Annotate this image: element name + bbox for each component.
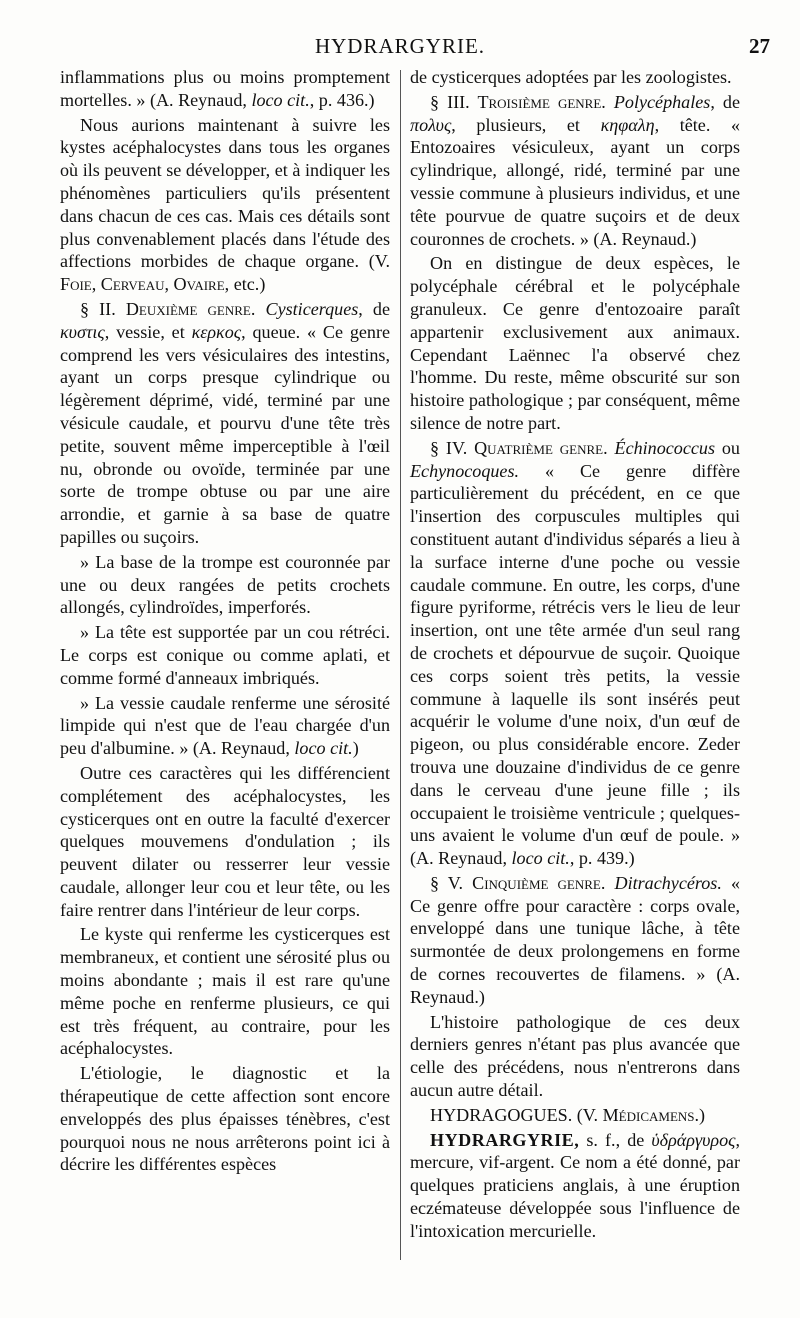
paragraph: » La vessie caudale renferme une sérosité limpide qui n'est que de l'eau chargée d'un peu d'albumine. » (A. Reynaud, loco cit.) (60, 692, 390, 759)
paragraph: » La base de la trompe est couronnée par une ou deux rangées de petits crochets allongés, cylindroïdes, imperforés. (60, 551, 390, 618)
paragraph: Outre ces caractères qui les différencient complétement des acéphalocystes, les cysticerques ont en outre la faculté d'exercer quelques mouvemens d'ondulation ; ils peuvent dilater ou resserrer leur vessie caudale, allonger leur cou et leur tête, ou les faire rentrer dans l'intérieur de leur corps. (60, 762, 390, 920)
running-head (0, 34, 800, 64)
entry-heading: HYDRARGYRIE, (430, 1129, 580, 1150)
section-v: § V. Cinquième genre. Ditrachycéros. « Ce genre offre pour caractère : corps ovale, enveloppé dans une tunique lâche, à tête surmontée de deux prolongemens en forme de cornes recouvertes de filamens. » (A. Reynaud.) (410, 872, 741, 1007)
paragraph: L'étiologie, le diagnostic et la thérapeutique de cette affection sont encore enveloppés des plus épaisses ténèbres, c'est pourquoi nous ne nous arrêterons point ici à décrire les différentes espèces (60, 1063, 390, 1175)
entry-heading: HYDRAGOGUES. (430, 1104, 573, 1125)
genus-title: Cysticerques (265, 298, 359, 319)
entry-hydragogues (410, 1104, 740, 1127)
paragraph: L'histoire pathologique de ces deux derniers genres n'étant pas plus avancée que celle des précédens, nous n'entrerons dans aucun autre détail. (410, 1011, 740, 1101)
column-rule (400, 70, 401, 1260)
right-column (410, 66, 740, 1243)
section-iv: § IV. Quatrième genre. Échinococcus ou Echynocoques. « Ce genre diffère particulièrement du précédent, en ce que l'insertion des corpuscules multiples qui constituent autant d'individus séparés a lieu à la surface interne d'une poche ou vessie caudale commune. En outre, les corps, d'une figure pyriforme, rétrécis vers le lieu de leur insertion, ont une tête armée d'un seul rang de crochets et dépourvue de suçoir. Quoique ces corps soient très petits, la vessie commune à laquelle ils sont insérés peut acquérir le volume d'une noix, d'un œuf de pigeon, ou plus considérable encore. Zeder trouva une douzaine d'individus de ce genre dans le cerveau d'une jeune fille ; ils occupaient le troisième ventricule ; quelques-uns avaient le volume d'un œuf de poule. » (A. Reynaud, loco cit., p. 439.) (410, 437, 740, 869)
section-heading: § II. Deuxième genre. (80, 298, 256, 319)
section-iii: § III. Troisième genre. Polycéphales, de πολυς, plusieurs, et κηφαλη, tête. « Entozoaires vésiculeux, ayant un corps cylindrique, allongé, ridé, terminé par une vessie commune à plusieurs individus, et une tête pourvue de quatre suçoirs et de deux couronnes de crochets. » (A. Reynaud.) (410, 91, 740, 249)
cross-reference: V. Foie, Cerveau, Ovaire (60, 251, 390, 295)
paragraph: Le kyste qui renferme les cysticerques est membraneux, et contient une sérosité plus ou moins abondante ; mais il est rare qu'une même poche en renferme plusieurs, ce qui est très fréquent, au contraire, pour les acéphalocystes. (60, 924, 390, 1059)
paragraph: inflammations plus ou moins promptement mortelles. » (A. Reynaud, loco cit., p. 436.) (60, 67, 390, 110)
page-number: 27 (749, 34, 770, 58)
paragraph: de cysticerques adoptées par les zoologistes. (410, 67, 732, 87)
entry-hydrargyrie: HYDRARGYRIE, s. f., de ὑδράργυρος, mercure, vif-argent. Ce nom a été donné, par quelques praticiens anglais, à une éruption eczémateuse développée sous l'influence de l'intoxication mercurielle. (410, 1129, 740, 1241)
cross-reference: (V. Médicamens.) (576, 1104, 706, 1125)
section-heading: § V. Cinquième genre. (430, 872, 606, 893)
left-column (60, 66, 390, 1176)
genus-title: Ditrachycéros. (614, 872, 722, 893)
genus-title: Polycéphales (613, 91, 711, 112)
section-heading: § III. Troisième genre. (430, 91, 606, 112)
genus-title: Échinococcus (614, 437, 715, 458)
section-ii: § II. Deuxième genre. Cysticerques, de κυστις, vessie, et κερκος, queue. « Ce genre comprend les vers vésiculaires des intestins, ayant un corps presque cylindrique ou légèrement déprimé, vidé, terminé par une vésicule caudale, et pourvu d'une tête très petite, souvent même imperceptible à l'œil nu, obronde ou ovoïde, terminée par une sorte de trompe obtuse ou par une aire arrondie, et garnie à sa base de quatre papilles ou suçoirs. (60, 298, 391, 547)
paragraph: On en distingue de deux espèces, le polycéphale cérébral et le polycéphale granuleux. Ce genre d'entozoaire paraît appartenir exclusivement aux animaux. Cependant Laënnec l'a observé chez l'homme. Du reste, même obscurité sur son histoire pathologique ; par conséquent, même silence de notre part. (410, 253, 740, 433)
paragraph: » La tête est supportée par un cou rétréci. Le corps est conique ou comme aplati, et comme formé d'anneaux imbriqués. (60, 622, 390, 688)
running-title: HYDRARGYRIE. (314, 34, 486, 58)
section-heading: § IV. Quatrième genre. (430, 437, 608, 458)
paragraph: Nous aurions maintenant à suivre les kystes acéphalocystes dans tous les organes où ils peuvent se développer, et à indiquer les phénomènes particuliers qu'ils présentent dans chacun de ces cas. Mais ces détails sont plus convenablement placés dans l'étude des affections morbides de chaque organe. (V. Foie, Cerveau, Ovaire, etc.) (60, 114, 390, 295)
